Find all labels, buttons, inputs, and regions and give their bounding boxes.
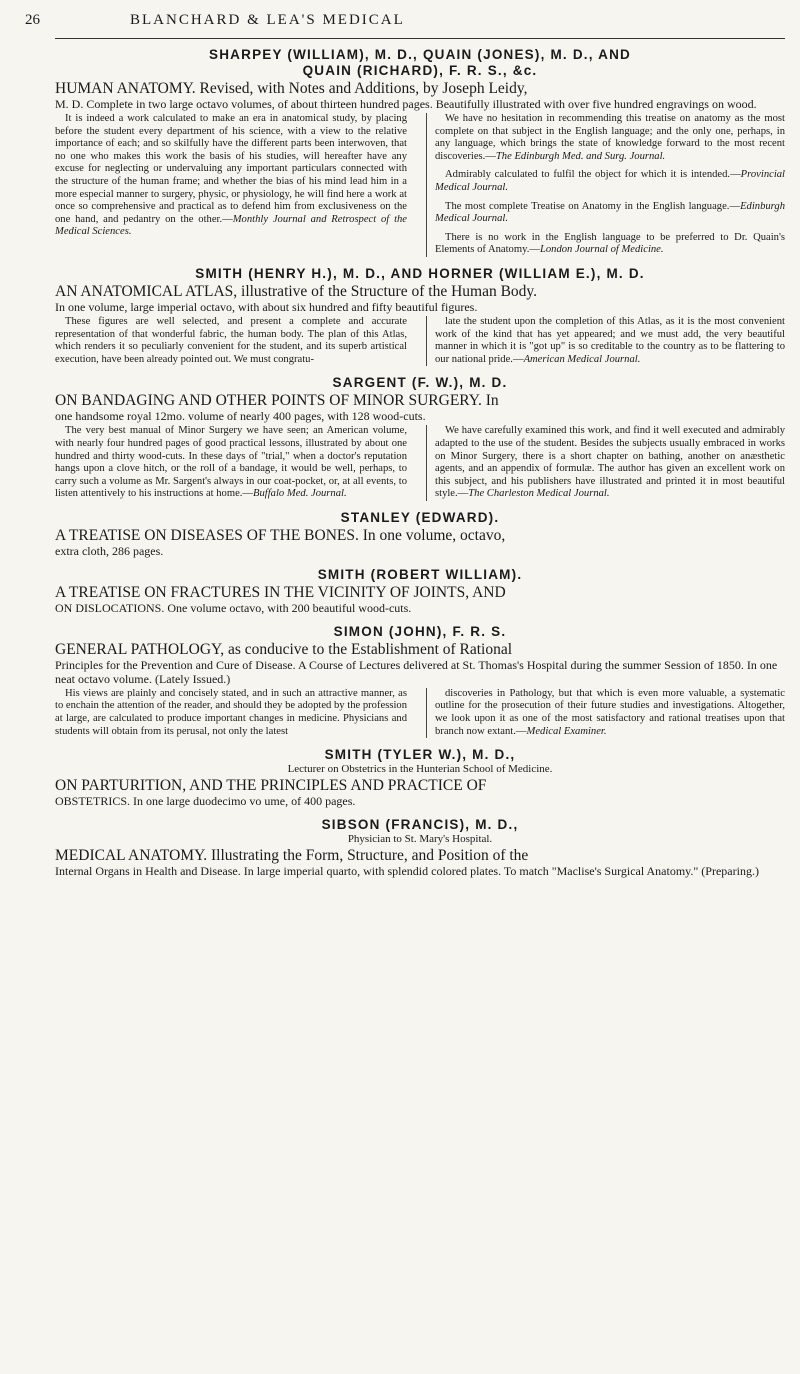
catalog-entry	[55, 817, 785, 878]
review-source: Edinburgh Medical Journal.	[435, 200, 785, 225]
catalog-entry	[55, 567, 785, 615]
entry-description: M. D. Complete in two large octavo volumes, of about thirteen hundred pages. Beautifully illustrated with over five hundred engravings on wood.	[55, 97, 757, 111]
review-quote	[435, 201, 785, 226]
review-column-left	[55, 113, 407, 257]
entry-title: AN ANATOMICAL ATLAS, illustrative of the Structure of the Human Body.	[55, 282, 538, 300]
review-text: We have no hesitation in recommending this treatise on anatomy as the most complete on that subject in the English language; and the only one, perhaps, in any language, which brings the state of knowledge forward to the most recent discoveries.—	[435, 113, 785, 162]
entry-author: SIMON (JOHN), F. R. S.	[333, 623, 507, 639]
catalog-page	[25, 10, 785, 879]
review-text: The very best manual of Minor Surgery we have seen; an American volume, with nearly four hundred pages of good practical lessons, illustrated by about one hundred and thirty wood-cuts. In these days of "trial," when a doctor's reputation hangs upon a clove hitch, or the roll of a bandage, it would be well, perhaps, to carry such a volume as Mr. Sargent's always in our coat-pocket, or, at all events, to listen attentively to his instructions at home.—	[55, 425, 407, 500]
review-text: These figures are well selected, and present a complete and accurate representation of that wonderful fabric, the human body. The plan of this Atlas, which renders it so peculiarly convenient for the student, and its superb artistical execution, have been already pointed out. We must congratu-	[55, 315, 407, 365]
review-source: The Charleston Medical Journal.	[468, 488, 610, 500]
review-text: late the student upon the completion of this Atlas, as it is the most convenient work of the kind that has yet appeared; and we must add, the very beautiful manner in which it is "got up" is so creditable to the country as to be flattering to our national pride.—	[435, 315, 785, 365]
review-source: London Journal of Medicine.	[539, 244, 664, 256]
entry-title: MEDICAL ANATOMY. Illustrating the Form, Structure, and Position of the	[55, 847, 529, 865]
review-quote	[435, 169, 785, 194]
review-quote	[435, 425, 785, 501]
entry-author: STANLEY (EDWARD).	[340, 509, 500, 525]
entry-author-continued: QUAIN (RICHARD), F. R. S., &c.	[302, 63, 538, 78]
review-columns	[55, 113, 785, 257]
review-quote	[55, 113, 407, 239]
review-text: Admirably calculated to fulfil the object for which it is intended.—	[445, 169, 741, 181]
review-source: Medical Examiner.	[526, 725, 607, 737]
review-columns	[55, 688, 785, 738]
catalog-entry	[55, 375, 785, 501]
review-quote	[55, 688, 407, 738]
review-column-right	[426, 425, 785, 501]
entry-list	[55, 47, 785, 878]
entry-title: ON BANDAGING AND OTHER POINTS OF MINOR SURGERY. In	[55, 392, 499, 410]
entry-description: Internal Organs in Health and Disease. In large imperial quarto, with splendid colored plates. To match "Maclise's Surgical Anatomy." (Preparing.)	[55, 864, 759, 879]
entry-credential: Physician to St. Mary's Hospital.	[347, 833, 493, 846]
review-text: The most complete Treatise on Anatomy in the English language.—	[445, 200, 741, 212]
review-source: Buffalo Med. Journal.	[253, 488, 347, 500]
review-text: His views are plainly and concisely stated, and in such an attractive manner, as to enchain the attention of the reader, and should they be adopted by the profession at large, are calculated to produce important changes in medicine. Physicians and students will obtain from its perusal, not only the latest	[55, 687, 407, 737]
review-columns	[55, 425, 785, 501]
entry-author: SARGENT (F. W.), M. D.	[332, 375, 508, 391]
review-source: Monthly Journal and Retrospect of the Medical Sciences.	[55, 213, 408, 238]
entry-title: A TREATISE ON DISEASES OF THE BONES. In one volume, octavo,	[55, 526, 506, 544]
review-text: There is no work in the English language to be preferred to Dr. Quain's Elements of Anatomy.—	[435, 231, 785, 256]
review-quote	[435, 316, 785, 366]
page-number: 26	[25, 12, 40, 28]
catalog-entry	[55, 624, 785, 738]
entry-title: A TREATISE ON FRACTURES IN THE VICINITY OF JOINTS, AND	[55, 583, 506, 601]
entry-description: one handsome royal 12mo. volume of nearly 400 pages, with 128 wood-cuts.	[55, 409, 426, 424]
entry-title: ON PARTURITION, AND THE PRINCIPLES AND PRACTICE OF	[55, 777, 487, 795]
entry-author: SMITH (HENRY H.), M. D., AND HORNER (WILLIAM E.), M. D.	[195, 265, 645, 281]
review-quote	[55, 316, 407, 366]
catalog-entry	[55, 510, 785, 558]
entry-description: extra cloth, 286 pages.	[55, 543, 164, 558]
review-columns	[55, 316, 785, 366]
catalog-entry	[55, 47, 785, 257]
catalog-entry	[55, 747, 785, 808]
review-quote	[55, 425, 407, 501]
review-text: discoveries in Pathology, but that which is even more valuable, a systematic outline for the prosecution of their future studies and investigations. Altogether, we look upon it as one of the most satisfactory and rational treatises upon that branch now extant.—	[435, 687, 785, 737]
entry-author: SMITH (ROBERT WILLIAM).	[317, 566, 523, 582]
review-source: Provincial Medical Journal.	[435, 169, 785, 193]
review-quote	[435, 113, 785, 163]
review-column-right	[426, 316, 785, 366]
review-column-right	[426, 688, 785, 738]
entry-credential: Lecturer on Obstetrics in the Hunterian School of Medicine.	[287, 763, 553, 776]
review-quote	[435, 688, 785, 738]
entry-author: SMITH (TYLER W.), M. D.,	[324, 747, 516, 763]
entry-author: SHARPEY (WILLIAM), M. D., QUAIN (JONES), M. D., AND	[209, 47, 631, 62]
review-column-left	[55, 425, 407, 501]
entry-title: GENERAL PATHOLOGY, as conducive to the Establishment of Rational	[55, 640, 513, 658]
header-rule	[55, 38, 785, 39]
review-source: American Medical Journal.	[523, 353, 641, 365]
catalog-entry	[55, 266, 785, 366]
review-column-right	[426, 113, 785, 257]
entry-title: HUMAN ANATOMY. Revised, with Notes and Additions, by Joseph Leidy,	[55, 80, 528, 97]
entry-description: In one volume, large imperial octavo, with about six hundred and fifty beautiful figures.	[55, 299, 478, 314]
entry-description: Principles for the Prevention and Cure of Disease. A Course of Lectures delivered at St. Thomas's Hospital during the summer Session of 1850. In one neat octavo volume. (Lately Issued.)	[55, 657, 778, 686]
review-column-left	[55, 688, 407, 738]
running-title: BLANCHARD & LEA'S MEDICAL	[130, 12, 405, 28]
review-text: We have carefully examined this work, and find it well executed and admirably adapted to the use of the student. Besides the subjects usually embraced in works on Minor Surgery, there is a short chapter on bathing, another on anæsthetic agents, and an appendix of formulæ. The author has given an excellent work on this subject, and his publishers have illustrated and printed it in most beautiful style.—	[435, 425, 785, 500]
review-quote	[435, 232, 785, 257]
entry-author: SIBSON (FRANCIS), M. D.,	[321, 817, 519, 833]
review-text: It is indeed a work calculated to make an era in anatomical study, by placing before the student every department of his science, with a view to the relative importance of each; and so skilfully have the different parts been interwoven, that no one who makes this work the basis of his studies, will hereafter have any excuse for neglecting or undervaluing any important particulars connected with the structure of the human frame; and whether the bias of his mind lead him in a more especial manner to surgery, physic, or physiology, he will find here a work at once so comprehensive and practical as to defend him from exclusiveness on the one hand, and pedantry on the other.—	[55, 113, 407, 225]
review-column-left	[55, 316, 407, 366]
review-source: The Edinburgh Med. and Surg. Journal.	[495, 150, 666, 162]
running-header	[25, 10, 785, 36]
entry-description: ON DISLOCATIONS. One volume octavo, with 200 beautiful wood-cuts.	[55, 600, 412, 615]
entry-description: OBSTETRICS. In one large duodecimo vo ume, of 400 pages.	[55, 794, 356, 809]
